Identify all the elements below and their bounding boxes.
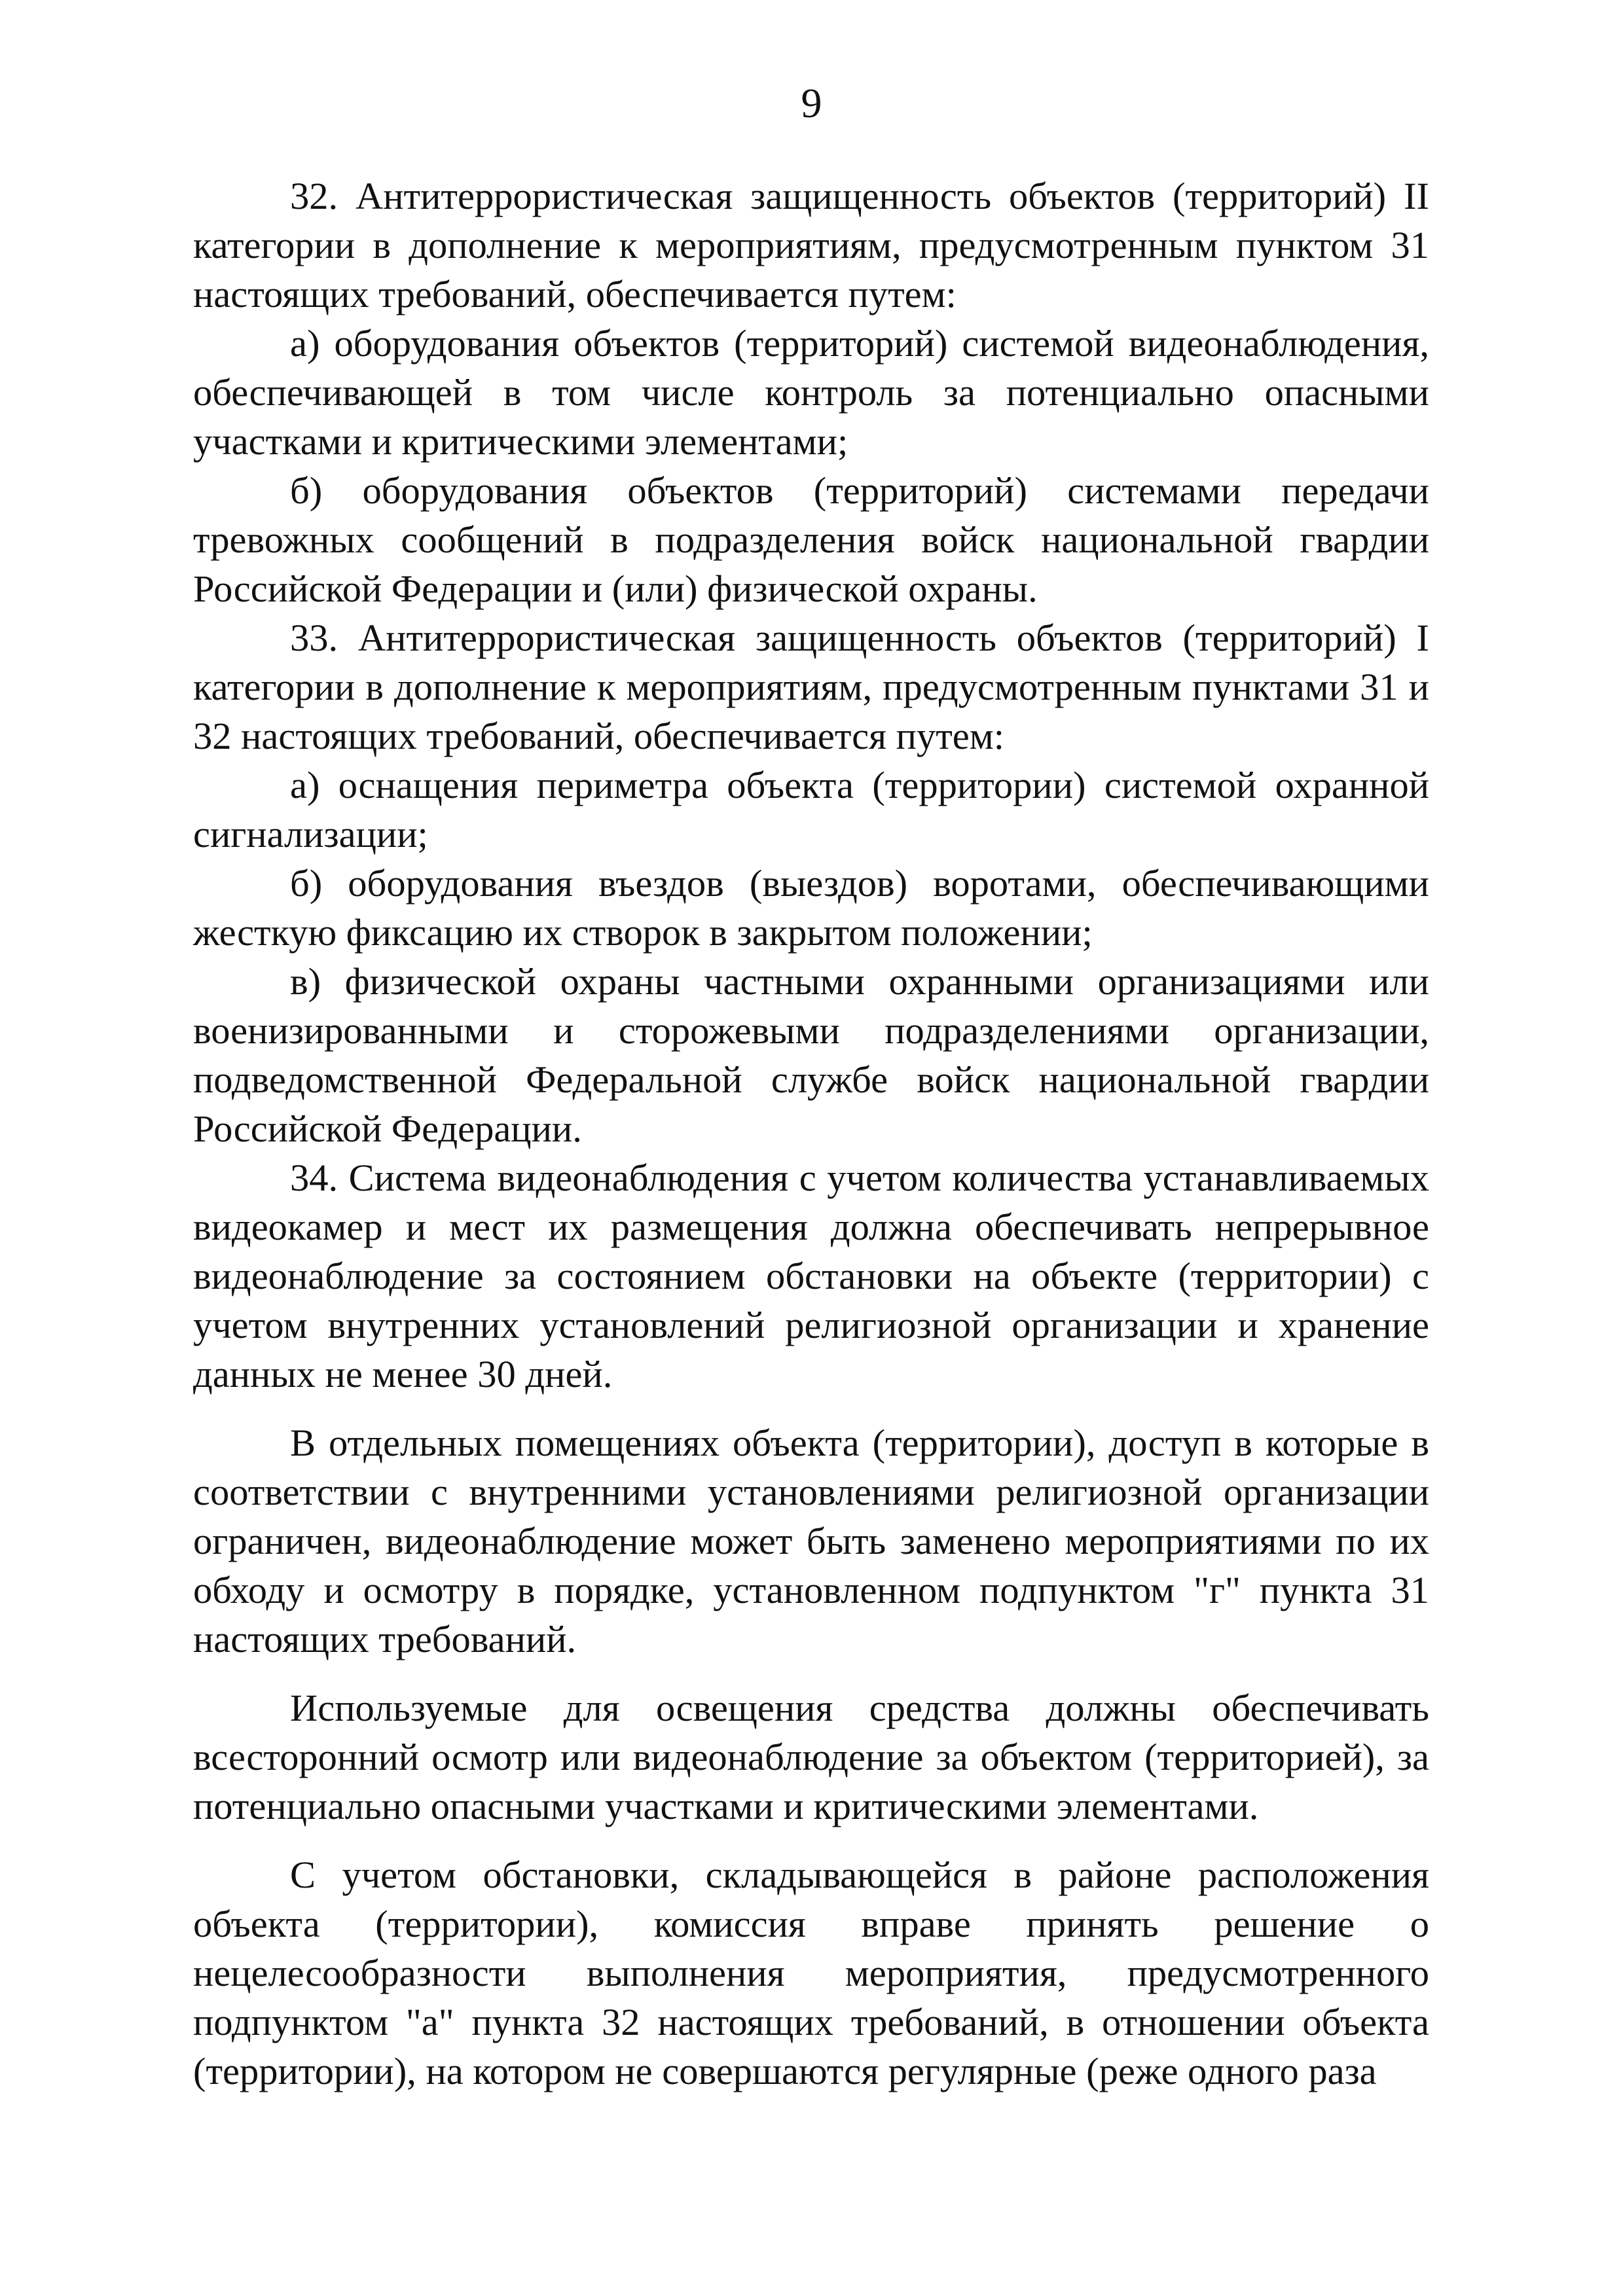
paragraph-33-a: а) оснащения периметра объекта (территории) системой охранной сигнализации; <box>193 764 1429 855</box>
paragraph-33-b: б) оборудования въездов (выездов) воротами, обеспечивающими жесткую фиксацию их створок в закрытом положении; <box>193 862 1429 954</box>
paragraph-34-lighting: Используемые для освещения средства должны обеспечивать всесторонний осмотр или видеонаблюдение за объектом (территорией), за потенциально опасными участками и критическими элементами. <box>193 1687 1429 1827</box>
paragraph-34-commission: С учетом обстановки, складывающейся в районе расположения объекта (территории), комиссия вправе принять решение о нецелесообразности выполнения мероприятия, предусмотренного подпунктом "а" пункта 32 настоящих требований, в отношении объекта (территории), на котором не совершаются регулярные (реже одного раза <box>193 1854 1429 2092</box>
paragraph-32: 32. Антитеррористическая защищенность объектов (территорий) II категории в дополнение к мероприятиям, предусмотренным пунктом 31 настоящих требований, обеспечивается путем: <box>193 175 1429 315</box>
paragraph-32-b: б) оборудования объектов (территорий) системами передачи тревожных сообщений в подразделения войск национальной гвардии Российской Федерации и (или) физической охраны. <box>193 469 1429 610</box>
paragraph-34-rooms: В отдельных помещениях объекта (территории), доступ в которые в соответствии с внутренними установлениями религиозной организации ограничен, видеонаблюдение может быть заменено мероприятиями по их обходу и осмотру в порядке, установленном подпунктом "г" пункта 31 настоящих требований. <box>193 1422 1429 1660</box>
document-body <box>193 171 1429 2096</box>
paragraph-33: 33. Антитеррористическая защищенность объектов (территорий) I категории в дополнение к мероприятиям, предусмотренным пунктами 31 и 32 настоящих требований, обеспечивается путем: <box>193 617 1429 757</box>
page-number: 9 <box>801 80 822 126</box>
paragraph-34: 34. Система видеонаблюдения с учетом количества устанавливаемых видеокамер и мест их размещения должна обеспечивать непрерывное видеонаблюдение за состоянием обстановки на объекте (территории) с учетом внутренних установлений религиозной организации и хранение данных не менее 30 дней. <box>193 1157 1429 1395</box>
paragraph-33-v: в) физической охраны частными охранными организациями или военизированными и сторожевыми подразделениями организации, подведомственной Федеральной службе войск национальной гвардии Российской Федерации. <box>193 960 1429 1150</box>
paragraph-32-a: а) оборудования объектов (территорий) системой видеонаблюдения, обеспечивающей в том числе контроль за потенциально опасными участками и критическими элементами; <box>193 322 1429 463</box>
